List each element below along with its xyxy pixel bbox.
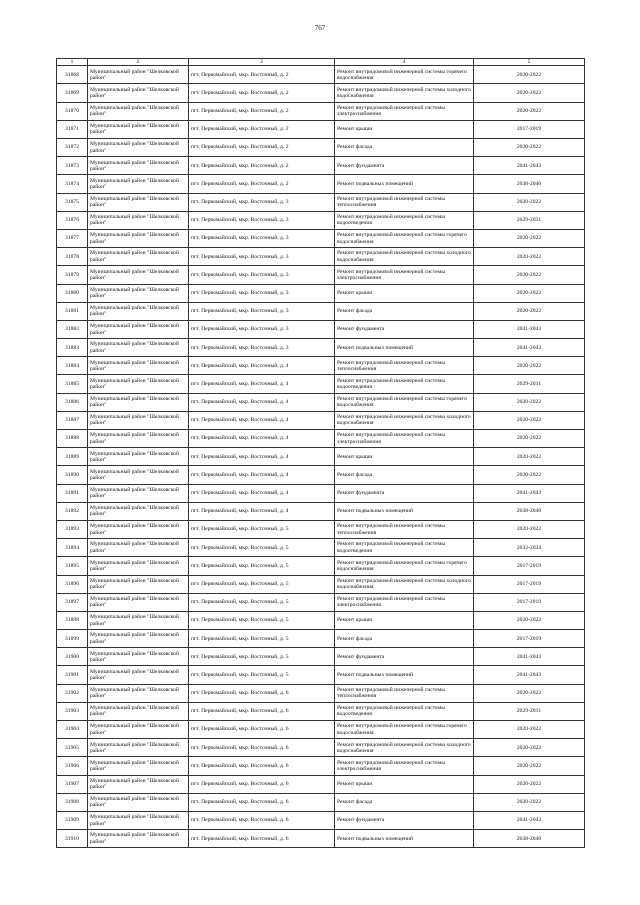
row-number: 31894 bbox=[57, 539, 88, 557]
address-cell: пгт. Первомайский, мкр. Восточный, д. 6 bbox=[189, 793, 335, 811]
row-number: 31877 bbox=[57, 229, 88, 247]
period-cell: 2041-2043 bbox=[474, 157, 585, 175]
period-cell: 2017-2019 bbox=[474, 575, 585, 593]
district-cell: Муниципальный район "Шелковской район" bbox=[88, 448, 189, 466]
work-type-cell: Ремонт фундамента bbox=[335, 811, 474, 829]
table-row bbox=[57, 575, 585, 593]
work-type-cell: Ремонт фасада bbox=[335, 302, 474, 320]
period-cell: 2020-2022 bbox=[474, 520, 585, 538]
period-cell: 2041-2043 bbox=[474, 320, 585, 338]
address-cell: пгт. Первомайский, мкр. Восточный, д. 5 bbox=[189, 539, 335, 557]
row-number: 31900 bbox=[57, 648, 88, 666]
work-type-cell: Ремонт внутридомовой инженерной системы теплоснабжения bbox=[335, 684, 474, 702]
address-cell: пгт. Первомайский, мкр. Восточный, д. 2 bbox=[189, 84, 335, 102]
table-row bbox=[57, 811, 585, 829]
district-cell: Муниципальный район "Шелковской район" bbox=[88, 775, 189, 793]
address-cell: пгт. Первомайский, мкр. Восточный, д. 2 bbox=[189, 66, 335, 84]
work-type-cell: Ремонт фасада bbox=[335, 466, 474, 484]
row-number: 31901 bbox=[57, 666, 88, 684]
column-header-4: 4 bbox=[335, 59, 474, 66]
table-header bbox=[57, 59, 585, 66]
row-number: 31884 bbox=[57, 357, 88, 375]
capital-repair-table bbox=[56, 58, 585, 848]
district-cell: Муниципальный район "Шелковской район" bbox=[88, 757, 189, 775]
table-row bbox=[57, 266, 585, 284]
period-cell: 2029-2031 bbox=[474, 375, 585, 393]
row-number: 31879 bbox=[57, 266, 88, 284]
row-number: 31887 bbox=[57, 411, 88, 429]
work-type-cell: Ремонт подвальных помещений bbox=[335, 339, 474, 357]
work-type-cell: Ремонт подвальных помещений bbox=[335, 830, 474, 848]
period-cell: 2020-2022 bbox=[474, 193, 585, 211]
address-cell: пгт. Первомайский, мкр. Восточный, д. 2 bbox=[189, 139, 335, 157]
row-number: 31873 bbox=[57, 157, 88, 175]
district-cell: Муниципальный район "Шелковской район" bbox=[88, 102, 189, 120]
district-cell: Муниципальный район "Шелковской район" bbox=[88, 339, 189, 357]
address-cell: пгт. Первомайский, мкр. Восточный, д. 3 bbox=[189, 339, 335, 357]
period-cell: 2017-2019 bbox=[474, 120, 585, 138]
table-row bbox=[57, 484, 585, 502]
address-cell: пгт. Первомайский, мкр. Восточный, д. 6 bbox=[189, 702, 335, 720]
period-cell: 2041-2043 bbox=[474, 484, 585, 502]
address-cell: пгт. Первомайский, мкр. Восточный, д. 4 bbox=[189, 502, 335, 520]
table-row bbox=[57, 211, 585, 229]
row-number: 31869 bbox=[57, 84, 88, 102]
address-cell: пгт. Первомайский, мкр. Восточный, д. 3 bbox=[189, 229, 335, 247]
table-row bbox=[57, 139, 585, 157]
address-cell: пгт. Первомайский, мкр. Восточный, д. 4 bbox=[189, 375, 335, 393]
row-number: 31871 bbox=[57, 120, 88, 138]
district-cell: Муниципальный район "Шелковской район" bbox=[88, 375, 189, 393]
work-type-cell: Ремонт внутридомовой инженерной системы горячего водоснабжения bbox=[335, 66, 474, 84]
row-number: 31909 bbox=[57, 811, 88, 829]
district-cell: Муниципальный район "Шелковской район" bbox=[88, 702, 189, 720]
work-type-cell: Ремонт внутридомовой инженерной системы электроснабжения bbox=[335, 430, 474, 448]
work-type-cell: Ремонт внутридомовой инженерной системы холодного водоснабжения bbox=[335, 739, 474, 757]
period-cell: 2020-2022 bbox=[474, 84, 585, 102]
row-number: 31904 bbox=[57, 721, 88, 739]
district-cell: Муниципальный район "Шелковской район" bbox=[88, 539, 189, 557]
address-cell: пгт. Первомайский, мкр. Восточный, д. 4 bbox=[189, 411, 335, 429]
page-number: 767 bbox=[314, 24, 326, 32]
address-cell: пгт. Первомайский, мкр. Восточный, д. 2 bbox=[189, 175, 335, 193]
row-number: 31889 bbox=[57, 448, 88, 466]
address-cell: пгт. Первомайский, мкр. Восточный, д. 4 bbox=[189, 466, 335, 484]
period-cell: 2020-2022 bbox=[474, 411, 585, 429]
period-cell: 2020-2022 bbox=[474, 393, 585, 411]
row-number: 31878 bbox=[57, 248, 88, 266]
table-row bbox=[57, 466, 585, 484]
district-cell: Муниципальный район "Шелковской район" bbox=[88, 248, 189, 266]
work-type-cell: Ремонт внутридомовой инженерной системы электроснабжения bbox=[335, 757, 474, 775]
period-cell: 2038-2040 bbox=[474, 175, 585, 193]
period-cell: 2017-2019 bbox=[474, 557, 585, 575]
work-type-cell: Ремонт фундамента bbox=[335, 484, 474, 502]
district-cell: Муниципальный район "Шелковской район" bbox=[88, 430, 189, 448]
table-row bbox=[57, 648, 585, 666]
district-cell: Муниципальный район "Шелковской район" bbox=[88, 684, 189, 702]
address-cell: пгт. Первомайский, мкр. Восточный, д. 3 bbox=[189, 266, 335, 284]
work-type-cell: Ремонт внутридомовой инженерной системы электроснабжения bbox=[335, 593, 474, 611]
work-type-cell: Ремонт подвальных помещений bbox=[335, 666, 474, 684]
address-cell: пгт. Первомайский, мкр. Восточный, д. 6 bbox=[189, 684, 335, 702]
period-cell: 2020-2022 bbox=[474, 248, 585, 266]
work-type-cell: Ремонт фасада bbox=[335, 793, 474, 811]
column-header-2: 2 bbox=[88, 59, 189, 66]
period-cell: 2020-2022 bbox=[474, 266, 585, 284]
row-number: 31888 bbox=[57, 430, 88, 448]
address-cell: пгт. Первомайский, мкр. Восточный, д. 5 bbox=[189, 611, 335, 629]
period-cell: 2020-2022 bbox=[474, 284, 585, 302]
district-cell: Муниципальный район "Шелковской район" bbox=[88, 502, 189, 520]
address-cell: пгт. Первомайский, мкр. Восточный, д. 3 bbox=[189, 284, 335, 302]
district-cell: Муниципальный район "Шелковской район" bbox=[88, 211, 189, 229]
table-row bbox=[57, 793, 585, 811]
table-row bbox=[57, 739, 585, 757]
table-row bbox=[57, 430, 585, 448]
row-number: 31868 bbox=[57, 66, 88, 84]
period-cell: 2041-2043 bbox=[474, 648, 585, 666]
row-number: 31890 bbox=[57, 466, 88, 484]
row-number: 31902 bbox=[57, 684, 88, 702]
period-cell: 2020-2022 bbox=[474, 229, 585, 247]
row-number: 31895 bbox=[57, 557, 88, 575]
district-cell: Муниципальный район "Шелковской район" bbox=[88, 630, 189, 648]
table-row bbox=[57, 593, 585, 611]
district-cell: Муниципальный район "Шелковской район" bbox=[88, 284, 189, 302]
address-cell: пгт. Первомайский, мкр. Восточный, д. 6 bbox=[189, 721, 335, 739]
work-type-cell: Ремонт внутридомовой инженерной системы водоотведения bbox=[335, 539, 474, 557]
table-row bbox=[57, 84, 585, 102]
district-cell: Муниципальный район "Шелковской район" bbox=[88, 302, 189, 320]
table-row bbox=[57, 684, 585, 702]
table-row bbox=[57, 393, 585, 411]
row-number: 31870 bbox=[57, 102, 88, 120]
table-row bbox=[57, 721, 585, 739]
table-row bbox=[57, 157, 585, 175]
period-cell: 2020-2022 bbox=[474, 448, 585, 466]
period-cell: 2020-2022 bbox=[474, 793, 585, 811]
address-cell: пгт. Первомайский, мкр. Восточный, д. 5 bbox=[189, 557, 335, 575]
table-row bbox=[57, 175, 585, 193]
period-cell: 2038-2040 bbox=[474, 502, 585, 520]
work-type-cell: Ремонт внутридомовой инженерной системы теплоснабжения bbox=[335, 520, 474, 538]
work-type-cell: Ремонт подвальных помещений bbox=[335, 502, 474, 520]
district-cell: Муниципальный район "Шелковской район" bbox=[88, 811, 189, 829]
period-cell: 2041-2043 bbox=[474, 811, 585, 829]
period-cell: 2020-2022 bbox=[474, 611, 585, 629]
table-row bbox=[57, 520, 585, 538]
table-row bbox=[57, 339, 585, 357]
table-row bbox=[57, 193, 585, 211]
address-cell: пгт. Первомайский, мкр. Восточный, д. 4 bbox=[189, 448, 335, 466]
district-cell: Муниципальный район "Шелковской район" bbox=[88, 666, 189, 684]
row-number: 31874 bbox=[57, 175, 88, 193]
table-row bbox=[57, 357, 585, 375]
period-cell: 2032-2034 bbox=[474, 539, 585, 557]
district-cell: Муниципальный район "Шелковской район" bbox=[88, 520, 189, 538]
address-cell: пгт. Первомайский, мкр. Восточный, д. 5 bbox=[189, 520, 335, 538]
address-cell: пгт. Первомайский, мкр. Восточный, д. 5 bbox=[189, 593, 335, 611]
table-row bbox=[57, 448, 585, 466]
table-row bbox=[57, 284, 585, 302]
address-cell: пгт. Первомайский, мкр. Восточный, д. 3 bbox=[189, 320, 335, 338]
period-cell: 2038-2040 bbox=[474, 830, 585, 848]
address-cell: пгт. Первомайский, мкр. Восточный, д. 6 bbox=[189, 739, 335, 757]
address-cell: пгт. Первомайский, мкр. Восточный, д. 4 bbox=[189, 430, 335, 448]
district-cell: Муниципальный район "Шелковской район" bbox=[88, 411, 189, 429]
row-number: 31896 bbox=[57, 575, 88, 593]
table-row bbox=[57, 248, 585, 266]
address-cell: пгт. Первомайский, мкр. Восточный, д. 3 bbox=[189, 211, 335, 229]
table-row bbox=[57, 557, 585, 575]
work-type-cell: Ремонт внутридомовой инженерной системы горячего водоснабжения bbox=[335, 557, 474, 575]
work-type-cell: Ремонт внутридомовой инженерной системы горячего водоснабжения bbox=[335, 721, 474, 739]
address-cell: пгт. Первомайский, мкр. Восточный, д. 5 bbox=[189, 666, 335, 684]
district-cell: Муниципальный район "Шелковской район" bbox=[88, 611, 189, 629]
table-row bbox=[57, 320, 585, 338]
address-cell: пгт. Первомайский, мкр. Восточный, д. 5 bbox=[189, 648, 335, 666]
table-row bbox=[57, 702, 585, 720]
work-type-cell: Ремонт внутридомовой инженерной системы электроснабжения bbox=[335, 266, 474, 284]
work-type-cell: Ремонт крыши bbox=[335, 448, 474, 466]
district-cell: Муниципальный район "Шелковской район" bbox=[88, 320, 189, 338]
address-cell: пгт. Первомайский, мкр. Восточный, д. 5 bbox=[189, 630, 335, 648]
table-row bbox=[57, 66, 585, 84]
row-number: 31875 bbox=[57, 193, 88, 211]
district-cell: Муниципальный район "Шелковской район" bbox=[88, 229, 189, 247]
row-number: 31882 bbox=[57, 320, 88, 338]
work-type-cell: Ремонт внутридомовой инженерной системы электроснабжения bbox=[335, 102, 474, 120]
work-type-cell: Ремонт внутридомовой инженерной системы холодного водоснабжения bbox=[335, 411, 474, 429]
work-type-cell: Ремонт фасада bbox=[335, 630, 474, 648]
table-row bbox=[57, 229, 585, 247]
district-cell: Муниципальный район "Шелковской район" bbox=[88, 466, 189, 484]
address-cell: пгт. Первомайский, мкр. Восточный, д. 4 bbox=[189, 357, 335, 375]
district-cell: Муниципальный район "Шелковской район" bbox=[88, 793, 189, 811]
row-number: 31881 bbox=[57, 302, 88, 320]
table-row bbox=[57, 502, 585, 520]
table-row bbox=[57, 102, 585, 120]
row-number: 31893 bbox=[57, 520, 88, 538]
address-cell: пгт. Первомайский, мкр. Восточный, д. 6 bbox=[189, 830, 335, 848]
row-number: 31897 bbox=[57, 593, 88, 611]
address-cell: пгт. Первомайский, мкр. Восточный, д. 2 bbox=[189, 102, 335, 120]
district-cell: Муниципальный район "Шелковской район" bbox=[88, 193, 189, 211]
district-cell: Муниципальный район "Шелковской район" bbox=[88, 175, 189, 193]
table-row bbox=[57, 611, 585, 629]
table-row bbox=[57, 830, 585, 848]
district-cell: Муниципальный район "Шелковской район" bbox=[88, 557, 189, 575]
row-number: 31908 bbox=[57, 793, 88, 811]
row-number: 31910 bbox=[57, 830, 88, 848]
address-cell: пгт. Первомайский, мкр. Восточный, д. 3 bbox=[189, 193, 335, 211]
district-cell: Муниципальный район "Шелковской район" bbox=[88, 484, 189, 502]
address-cell: пгт. Первомайский, мкр. Восточный, д. 3 bbox=[189, 248, 335, 266]
row-number: 31898 bbox=[57, 611, 88, 629]
work-type-cell: Ремонт фасада bbox=[335, 139, 474, 157]
table-row bbox=[57, 411, 585, 429]
period-cell: 2020-2022 bbox=[474, 466, 585, 484]
row-number: 31883 bbox=[57, 339, 88, 357]
work-type-cell: Ремонт внутридомовой инженерной системы водоотведения bbox=[335, 375, 474, 393]
table-row bbox=[57, 757, 585, 775]
work-type-cell: Ремонт крыши bbox=[335, 120, 474, 138]
period-cell: 2020-2022 bbox=[474, 66, 585, 84]
row-number: 31872 bbox=[57, 139, 88, 157]
work-type-cell: Ремонт внутридомовой инженерной системы водоотведения bbox=[335, 702, 474, 720]
row-number: 31876 bbox=[57, 211, 88, 229]
district-cell: Муниципальный район "Шелковской район" bbox=[88, 139, 189, 157]
address-cell: пгт. Первомайский, мкр. Восточный, д. 2 bbox=[189, 157, 335, 175]
district-cell: Муниципальный район "Шелковской район" bbox=[88, 84, 189, 102]
period-cell: 2020-2022 bbox=[474, 139, 585, 157]
table-body bbox=[57, 66, 585, 848]
table-row bbox=[57, 539, 585, 557]
work-type-cell: Ремонт внутридомовой инженерной системы холодного водоснабжения bbox=[335, 575, 474, 593]
row-number: 31880 bbox=[57, 284, 88, 302]
period-cell: 2020-2022 bbox=[474, 739, 585, 757]
period-cell: 2017-2019 bbox=[474, 593, 585, 611]
address-cell: пгт. Первомайский, мкр. Восточный, д. 4 bbox=[189, 484, 335, 502]
row-number: 31892 bbox=[57, 502, 88, 520]
work-type-cell: Ремонт внутридомовой инженерной системы холодного водоснабжения bbox=[335, 84, 474, 102]
period-cell: 2020-2022 bbox=[474, 757, 585, 775]
district-cell: Муниципальный район "Шелковской район" bbox=[88, 157, 189, 175]
work-type-cell: Ремонт крыши bbox=[335, 775, 474, 793]
district-cell: Муниципальный район "Шелковской район" bbox=[88, 120, 189, 138]
work-type-cell: Ремонт фундамента bbox=[335, 320, 474, 338]
work-type-cell: Ремонт внутридомовой инженерной системы теплоснабжения bbox=[335, 193, 474, 211]
district-cell: Муниципальный район "Шелковской район" bbox=[88, 575, 189, 593]
row-number: 31885 bbox=[57, 375, 88, 393]
district-cell: Муниципальный район "Шелковской район" bbox=[88, 266, 189, 284]
row-number: 31905 bbox=[57, 739, 88, 757]
period-cell: 2020-2022 bbox=[474, 775, 585, 793]
period-cell: 2017-2019 bbox=[474, 630, 585, 648]
work-type-cell: Ремонт крыши bbox=[335, 284, 474, 302]
address-cell: пгт. Первомайский, мкр. Восточный, д. 6 bbox=[189, 757, 335, 775]
period-cell: 2020-2022 bbox=[474, 721, 585, 739]
address-cell: пгт. Первомайский, мкр. Восточный, д. 5 bbox=[189, 575, 335, 593]
period-cell: 2020-2022 bbox=[474, 102, 585, 120]
row-number: 31907 bbox=[57, 775, 88, 793]
district-cell: Муниципальный район "Шелковской район" bbox=[88, 830, 189, 848]
district-cell: Муниципальный район "Шелковской район" bbox=[88, 593, 189, 611]
table-row bbox=[57, 120, 585, 138]
district-cell: Муниципальный район "Шелковской район" bbox=[88, 393, 189, 411]
table-row bbox=[57, 375, 585, 393]
column-header-3: 3 bbox=[189, 59, 335, 66]
work-type-cell: Ремонт внутридомовой инженерной системы теплоснабжения bbox=[335, 357, 474, 375]
column-header-1: 1 bbox=[57, 59, 88, 66]
work-type-cell: Ремонт фундамента bbox=[335, 648, 474, 666]
table-row bbox=[57, 775, 585, 793]
period-cell: 2029-2031 bbox=[474, 702, 585, 720]
table-row bbox=[57, 630, 585, 648]
table-row bbox=[57, 302, 585, 320]
row-number: 31886 bbox=[57, 393, 88, 411]
work-type-cell: Ремонт внутридомовой инженерной системы водоотведения bbox=[335, 211, 474, 229]
address-cell: пгт. Первомайский, мкр. Восточный, д. 3 bbox=[189, 302, 335, 320]
row-number: 31906 bbox=[57, 757, 88, 775]
district-cell: Муниципальный район "Шелковской район" bbox=[88, 739, 189, 757]
period-cell: 2041-2043 bbox=[474, 666, 585, 684]
period-cell: 2020-2022 bbox=[474, 684, 585, 702]
row-number: 31891 bbox=[57, 484, 88, 502]
work-type-cell: Ремонт внутридомовой инженерной системы холодного водоснабжения bbox=[335, 248, 474, 266]
district-cell: Муниципальный район "Шелковской район" bbox=[88, 648, 189, 666]
row-number: 31899 bbox=[57, 630, 88, 648]
district-cell: Муниципальный район "Шелковской район" bbox=[88, 721, 189, 739]
work-type-cell: Ремонт внутридомовой инженерной системы горячего водоснабжения bbox=[335, 393, 474, 411]
work-type-cell: Ремонт внутридомовой инженерной системы горячего водоснабжения bbox=[335, 229, 474, 247]
period-cell: 2020-2022 bbox=[474, 357, 585, 375]
district-cell: Муниципальный район "Шелковской район" bbox=[88, 66, 189, 84]
address-cell: пгт. Первомайский, мкр. Восточный, д. 6 bbox=[189, 775, 335, 793]
table-row bbox=[57, 666, 585, 684]
work-type-cell: Ремонт фундамента bbox=[335, 157, 474, 175]
district-cell: Муниципальный район "Шелковской район" bbox=[88, 357, 189, 375]
address-cell: пгт. Первомайский, мкр. Восточный, д. 6 bbox=[189, 811, 335, 829]
period-cell: 2020-2022 bbox=[474, 430, 585, 448]
address-cell: пгт. Первомайский, мкр. Восточный, д. 4 bbox=[189, 393, 335, 411]
work-type-cell: Ремонт крыши bbox=[335, 611, 474, 629]
period-cell: 2020-2022 bbox=[474, 302, 585, 320]
work-type-cell: Ремонт подвальных помещений bbox=[335, 175, 474, 193]
column-header-5: 5 bbox=[474, 59, 585, 66]
row-number: 31903 bbox=[57, 702, 88, 720]
address-cell: пгт. Первомайский, мкр. Восточный, д. 2 bbox=[189, 120, 335, 138]
period-cell: 2029-2031 bbox=[474, 211, 585, 229]
period-cell: 2041-2043 bbox=[474, 339, 585, 357]
